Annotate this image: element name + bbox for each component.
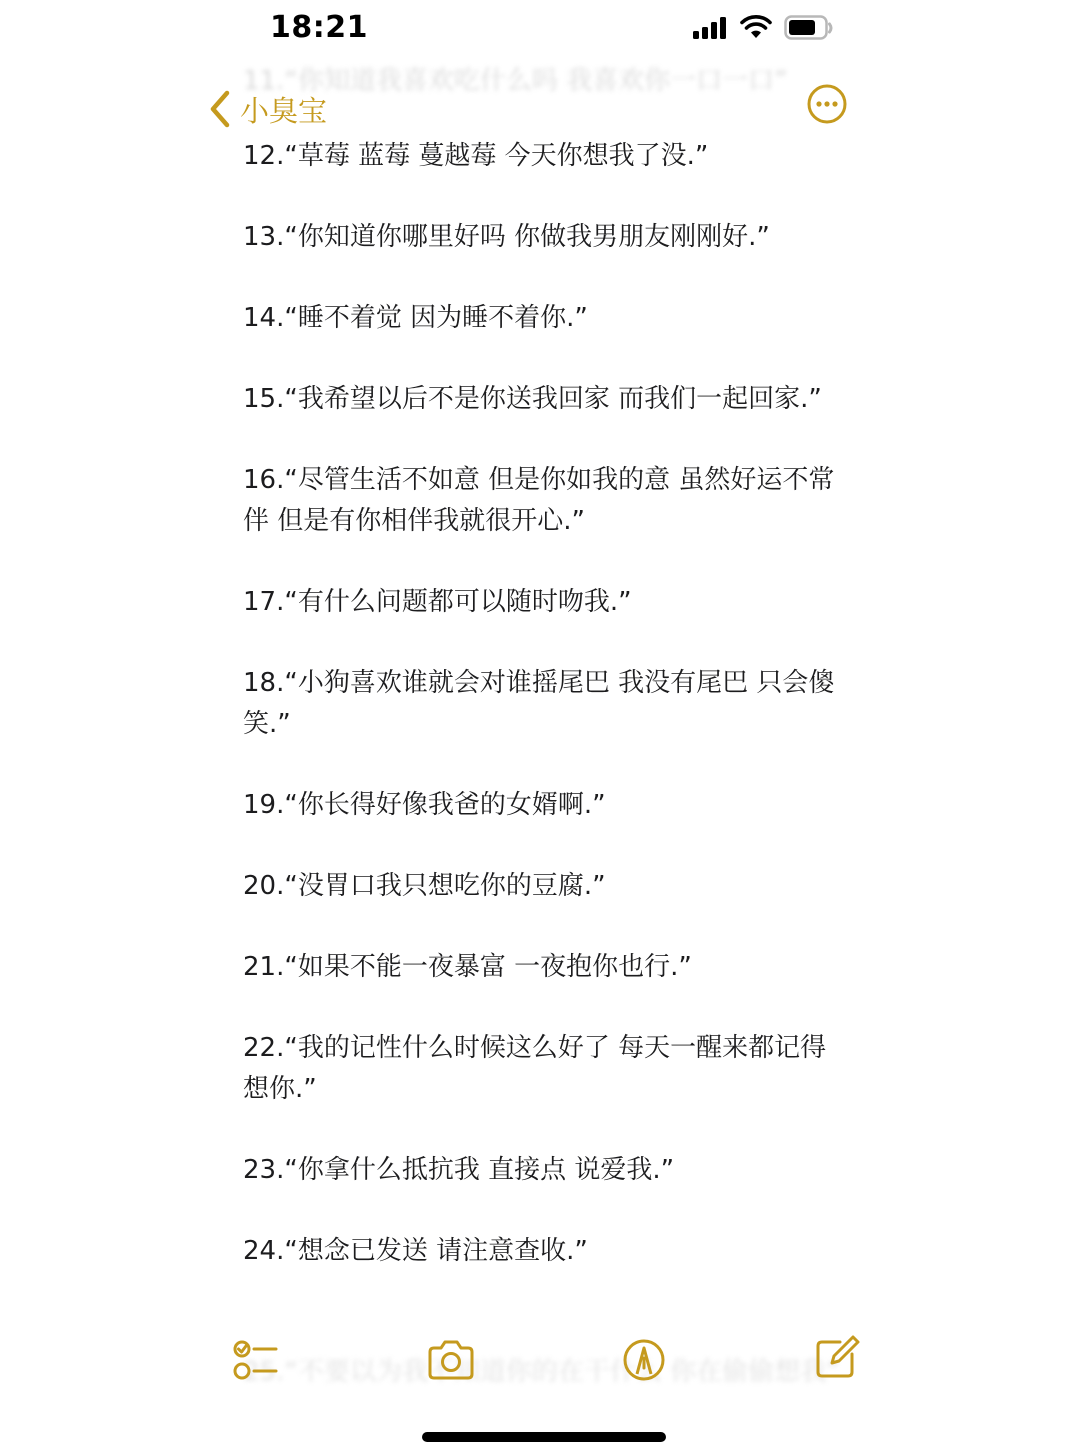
note-line-23: 23.“你拿什么抵抗我 直接点 说爱我.”	[243, 1155, 675, 1185]
note-line-21: 21.“如果不能一夜暴富 一夜抱你也行.”	[243, 952, 692, 982]
markup-pen-icon[interactable]	[620, 1336, 670, 1386]
compose-icon[interactable]	[812, 1332, 862, 1382]
status-time: 18:21	[270, 10, 368, 45]
note-line-24: 24.“想念已发送 请注意查收.”	[243, 1236, 588, 1266]
note-body[interactable]	[243, 136, 843, 1272]
scrolled-text-bottom: 25.“不要以为我不知道你的在干什么 你在偷偷想我”	[243, 1357, 840, 1387]
ellipsis-circle-icon[interactable]	[806, 83, 848, 125]
note-line-22: 22.“我的记性什么时候这么好了 每天一醒来都记得想你.”	[243, 1033, 827, 1104]
note-line-16: 16.“尽管生活不如意 但是你如我的意 虽然好运不常伴 但是有你相伴我就很开心.”	[243, 465, 835, 536]
note-line-14: 14.“睡不着觉 因为睡不着你.”	[243, 303, 588, 333]
status-bar	[0, 0, 1080, 60]
nav-bar	[0, 78, 1080, 138]
signal-icon	[693, 17, 729, 39]
bottom-toolbar	[0, 1330, 1080, 1390]
note-line-17: 17.“有什么问题都可以随时吻我.”	[243, 587, 632, 617]
back-button[interactable]	[208, 86, 327, 132]
battery-icon	[784, 15, 834, 41]
note-line-13: 13.“你知道你哪里好吗 你做我男朋友刚刚好.”	[243, 222, 770, 252]
note-line-12: 12.“草莓 蓝莓 蔓越莓 今天你想我了没.”	[243, 141, 709, 171]
scrolled-text-top: 11.“你知道我喜欢吃什么吗 我喜欢你一口一口”	[243, 66, 788, 96]
camera-icon[interactable]	[426, 1336, 476, 1386]
note-line-18: 18.“小狗喜欢谁就会对谁摇尾巴 我没有尾巴 只会傻笑.”	[243, 668, 835, 739]
back-label: 小臭宝	[240, 93, 328, 128]
note-line-19: 19.“你长得好像我爸的女婿啊.”	[243, 790, 606, 820]
note-line-15: 15.“我希望以后不是你送我回家 而我们一起回家.”	[243, 384, 822, 414]
checklist-icon[interactable]	[232, 1336, 282, 1386]
chevron-left-icon	[208, 90, 232, 128]
note-line-20: 20.“没胃口我只想吃你的豆腐.”	[243, 871, 606, 901]
wifi-icon	[740, 14, 772, 40]
home-indicator[interactable]	[422, 1432, 666, 1442]
